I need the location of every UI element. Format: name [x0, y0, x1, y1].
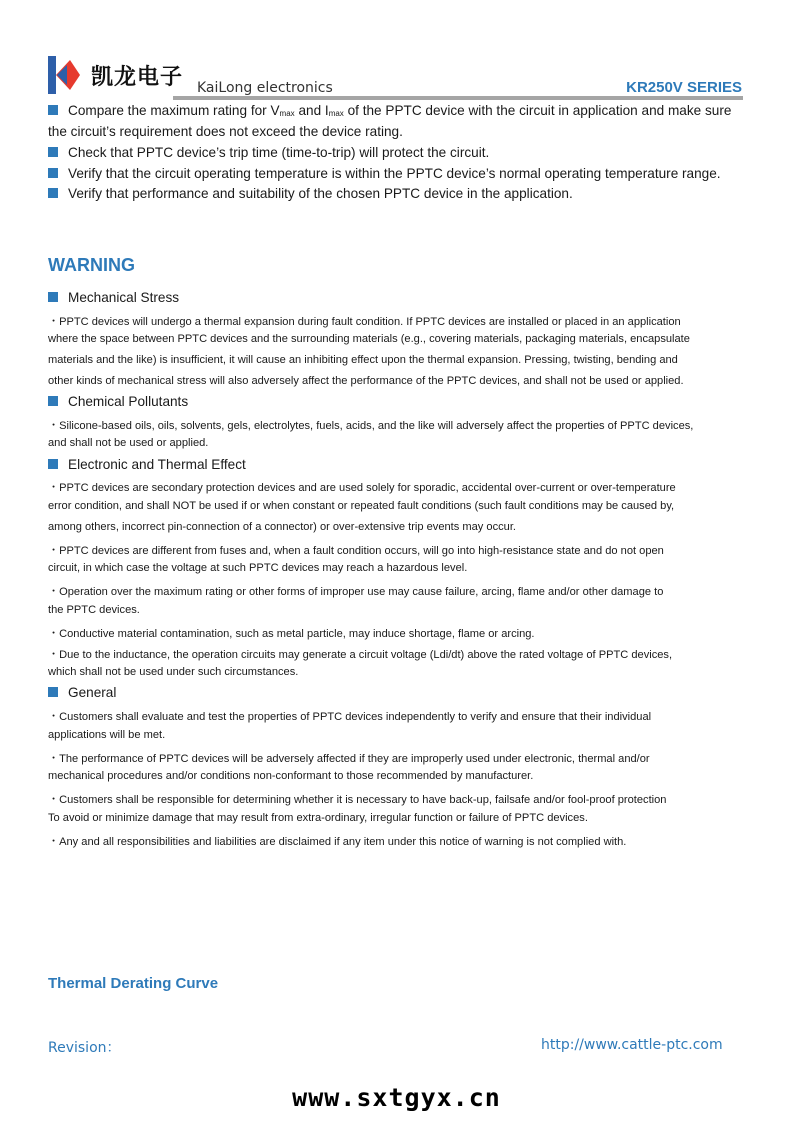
- bullet-square-icon: [48, 687, 58, 697]
- paragraph-line: the PPTC devices.: [48, 604, 140, 616]
- logo-english-name: KaiLong electronics: [197, 80, 333, 96]
- bullet-square-icon: [48, 459, 58, 469]
- warning-heading: WARNING: [48, 255, 135, 275]
- paragraph-line: ・Silicone-based oils, oils, solvents, gels, electrolytes, fuels, acids, and the like will adversely affect the properties of PPTC devices,: [48, 420, 694, 432]
- paragraph-line: To avoid or minimize damage that may result from extra-ordinary, irregular function or failure of PPTC devices.: [48, 812, 588, 824]
- intro-item-trip-time: Check that PPTC device’s trip time (time-to-trip) will protect the circuit.: [48, 145, 758, 160]
- paragraph-line: ・Conductive material contamination, such as metal particle, may induce shortage, flame or arcing.: [48, 628, 535, 640]
- bullet-square-icon: [48, 188, 58, 198]
- bullet-square-icon: [48, 292, 58, 302]
- watermark-url: www.sxtgyx.cn: [292, 1083, 501, 1112]
- paragraph-line: other kinds of mechanical stress will also adversely affect the performance of the PPTC devices, and shall not be used or applied.: [48, 375, 684, 387]
- paragraph-line: among others, incorrect pin-connection of a connector) or over-extensive trip events may occur.: [48, 521, 517, 533]
- series-title: KR250V SERIES: [626, 79, 742, 96]
- paragraph-line: applications will be met.: [48, 729, 166, 741]
- bullet-square-icon: [48, 147, 58, 157]
- intro-item-suitability: Verify that performance and suitability of the chosen PPTC device in the application.: [48, 186, 758, 201]
- thermal-derating-heading: Thermal Derating Curve: [48, 975, 219, 992]
- paragraph-line: error condition, and shall NOT be used if or when constant or repeated fault conditions (such fault conditions may be caused by,: [48, 500, 675, 512]
- bullet-square-icon: [48, 105, 58, 115]
- website-link[interactable]: http://www.cattle-ptc.com: [541, 1037, 723, 1053]
- logo-chinese-name: 凯龙电子: [91, 64, 184, 90]
- paragraph-line: where the space between PPTC devices and the surrounding materials (e.g., covering materials, packaging materials, encapsulate: [48, 333, 690, 345]
- intro-item-rating-cont: the circuit’s requirement does not exceed the device rating.: [48, 124, 403, 139]
- section-mechanical-stress: Mechanical Stress: [48, 290, 758, 305]
- paragraph-line: materials and the like) is insufficient, it will cause an inhibiting effect upon the thermal expansion. Pressing, twisting, bending and: [48, 354, 678, 366]
- intro-item-rating: Compare the maximum rating for $V_{max}$ and $I_{max}$ of the PPTC device with the circuit in application and make sure: [48, 103, 758, 118]
- paragraph-line: ・PPTC devices are different from fuses and, when a fault condition occurs, will go into high-resistance state and do not open: [48, 545, 664, 557]
- bullet-square-icon: [48, 168, 58, 178]
- paragraph-line: and shall not be used or applied.: [48, 437, 209, 449]
- header-divider: [173, 96, 743, 100]
- paragraph-line: ・PPTC devices are secondary protection devices and are used solely for sporadic, accidental over-current or over-temperature: [48, 482, 676, 494]
- paragraph-line: ・Customers shall evaluate and test the properties of PPTC devices independently to verify and ensure that their individual: [48, 711, 652, 723]
- section-general: General: [48, 685, 758, 700]
- intro-item-temperature: Verify that the circuit operating temperature is within the PPTC device’s normal operating temperature range.: [48, 166, 758, 181]
- revision-label: Revision：: [48, 1040, 121, 1056]
- paragraph-line: ・Operation over the maximum rating or other forms of improper use may cause failure, arcing, flame and/or other damage to: [48, 586, 664, 598]
- section-chemical-pollutants: Chemical Pollutants: [48, 394, 758, 409]
- paragraph-line: ・Due to the inductance, the operation circuits may generate a circuit voltage (Ldi/dt) above the rated voltage of PPTC devices,: [48, 649, 673, 661]
- paragraph-line: ・Customers shall be responsible for determining whether it is necessary to have back-up, failsafe and/or fool-proof protection: [48, 794, 667, 806]
- paragraph-line: circuit, in which case the voltage at such PPTC devices may reach a hazardous level.: [48, 562, 468, 574]
- paragraph-line: ・The performance of PPTC devices will be adversely affected if they are improperly used under electronic, thermal and/or: [48, 753, 650, 765]
- paragraph-line: ・Any and all responsibilities and liabilities are disclaimed if any item under this notice of warning is not complied with.: [48, 836, 627, 848]
- paragraph-line: mechanical procedures and/or conditions non-conformant to those recommended by manufacturer.: [48, 770, 534, 782]
- paragraph-line: ・PPTC devices will undergo a thermal expansion during fault condition. If PPTC devices are installed or placed in an application: [48, 316, 681, 328]
- kailong-logo-icon: [48, 56, 80, 94]
- paragraph-line: which shall not be used under such circumstances.: [48, 666, 299, 678]
- bullet-square-icon: [48, 396, 58, 406]
- section-electronic-thermal: Electronic and Thermal Effect: [48, 457, 758, 472]
